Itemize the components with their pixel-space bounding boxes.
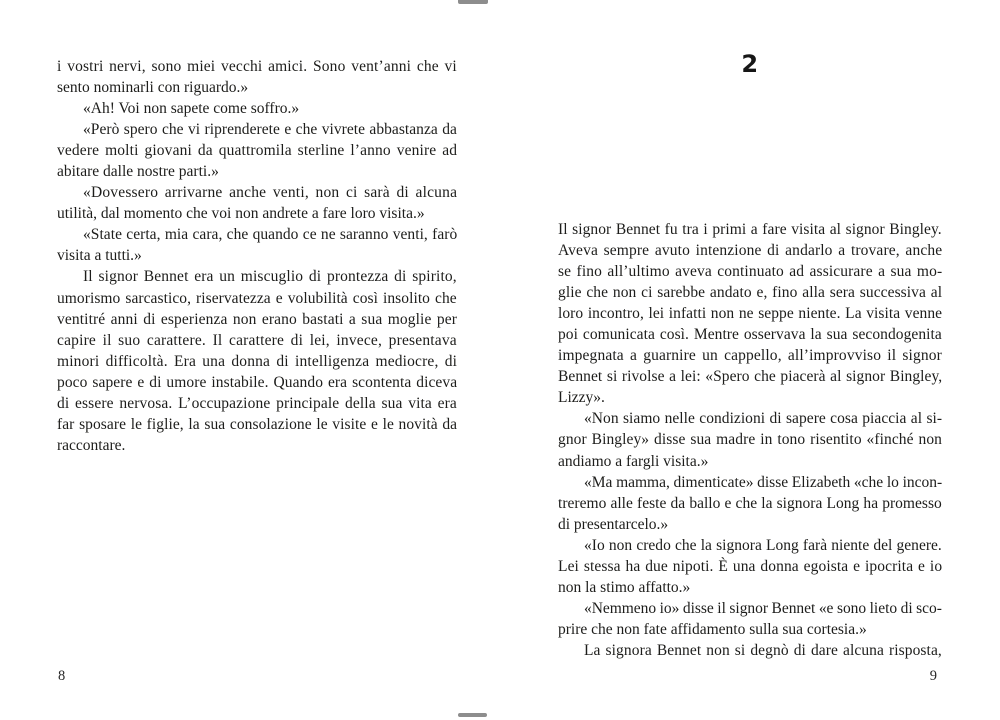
text-line: «Non siamo nelle condizioni di sapere cosa piaccia al si- — [584, 410, 943, 428]
text-line: treremo alle feste da ballo e che la signora Long ha promesso — [558, 494, 942, 512]
text-line: far sposare le figlie, la sua consolazione le visite e le novità da — [57, 415, 458, 433]
top-page-handle — [458, 0, 488, 4]
text-line: poi comunicata così. Mentre osservava la sua secondogenita — [558, 326, 942, 344]
text-line: capire il suo carattere. Il carattere di lei, invece, presentava — [57, 331, 457, 349]
text-line: impegnata a guarnire un cappello, all’improvviso il signor — [558, 347, 942, 365]
text-line: «Però spero che vi riprenderete e che vivrete abbastanza da — [83, 121, 457, 139]
text-line: minori difficoltà. Era una donna di intelligenza mediocre, di — [57, 352, 458, 370]
text-line: utilità, dal momento che voi non andrete a fare loro visita.» — [57, 205, 425, 223]
text-line: ventitré anni di esperienza non erano bastati a sua moglie per — [57, 310, 457, 328]
text-line: Il signor Bennet era un miscuglio di prontezza di spirito, — [83, 268, 457, 286]
text-line: Lizzy». — [558, 389, 605, 407]
text-line: «State certa, mia cara, che quando ce ne saranno venti, farò — [83, 226, 458, 244]
chapter-number: 2 — [741, 50, 759, 78]
left-page-text — [57, 56, 457, 456]
text-line: abitare dalle nostre parti.» — [57, 163, 219, 181]
text-line: non la stimo affatto.» — [558, 578, 691, 596]
right-page-number: 9 — [929, 668, 937, 684]
text-line: sento nominarli con riguardo.» — [57, 79, 249, 97]
left-page-number: 8 — [58, 668, 66, 684]
text-line: Bennet si rivolse a lei: «Spero che piacerà al signor Bingley, — [558, 368, 943, 386]
text-line: prire che non fate affidamento sulla sua cortesia.» — [558, 620, 867, 638]
bottom-page-handle — [458, 713, 487, 717]
text-line: visita a tutti.» — [57, 247, 142, 265]
text-line: Aveva sempre avuto intenzione di andarlo a trovare, anche — [558, 242, 943, 260]
text-line: di essere nervosa. L’occupazione principale della sua vita era — [57, 394, 457, 412]
text-line: se fino all’ultimo aveva continuato ad assicurare a sua mo- — [558, 263, 943, 281]
text-line: poco sapere e di umore instabile. Quando era scontenta diceva — [57, 373, 458, 391]
text-line: Il signor Bennet fu tra i primi a fare visita al signor Bingley. — [558, 221, 942, 238]
text-line: raccontare. — [57, 436, 126, 454]
text-line: andiamo a fargli visita.» — [558, 452, 709, 470]
text-line: «Dovessero arrivarne anche venti, non ci sarà di alcuna — [83, 184, 458, 202]
text-line: i vostri nervi, sono miei vecchi amici. Sono vent’anni che vi — [57, 58, 457, 75]
text-line: La signora Bennet non si degnò di dare alcuna risposta, — [584, 641, 942, 659]
text-line: di presentarcelo.» — [558, 515, 669, 533]
text-line: «Ma mamma, dimenticate» disse Elizabeth «che lo incon- — [584, 473, 943, 491]
text-line: gnor Bingley» disse sua madre in tono risentito «finché non — [558, 431, 943, 449]
text-line: Lei stessa ha due nipoti. È una donna egoista e ipocrita e io — [558, 557, 943, 575]
text-line: «Ah! Voi non sapete come soffro.» — [83, 100, 300, 118]
text-line: glie che non ci sarebbe andato e, fino alla sera successiva al — [558, 284, 943, 302]
text-line: vedere molti giovani da quattromila sterline l’anno venire ad — [57, 142, 458, 160]
text-line: umorismo sarcastico, riservatezza e volubilità così insolito che — [57, 289, 457, 307]
text-line: loro incontro, lei infatti non ne seppe niente. La visita venne — [558, 305, 943, 323]
text-line: «Io non credo che la signora Long farà niente del genere. — [584, 536, 942, 554]
text-line: «Nemmeno io» disse il signor Bennet «e sono lieto di sco- — [584, 599, 942, 617]
right-page-text — [558, 219, 942, 661]
